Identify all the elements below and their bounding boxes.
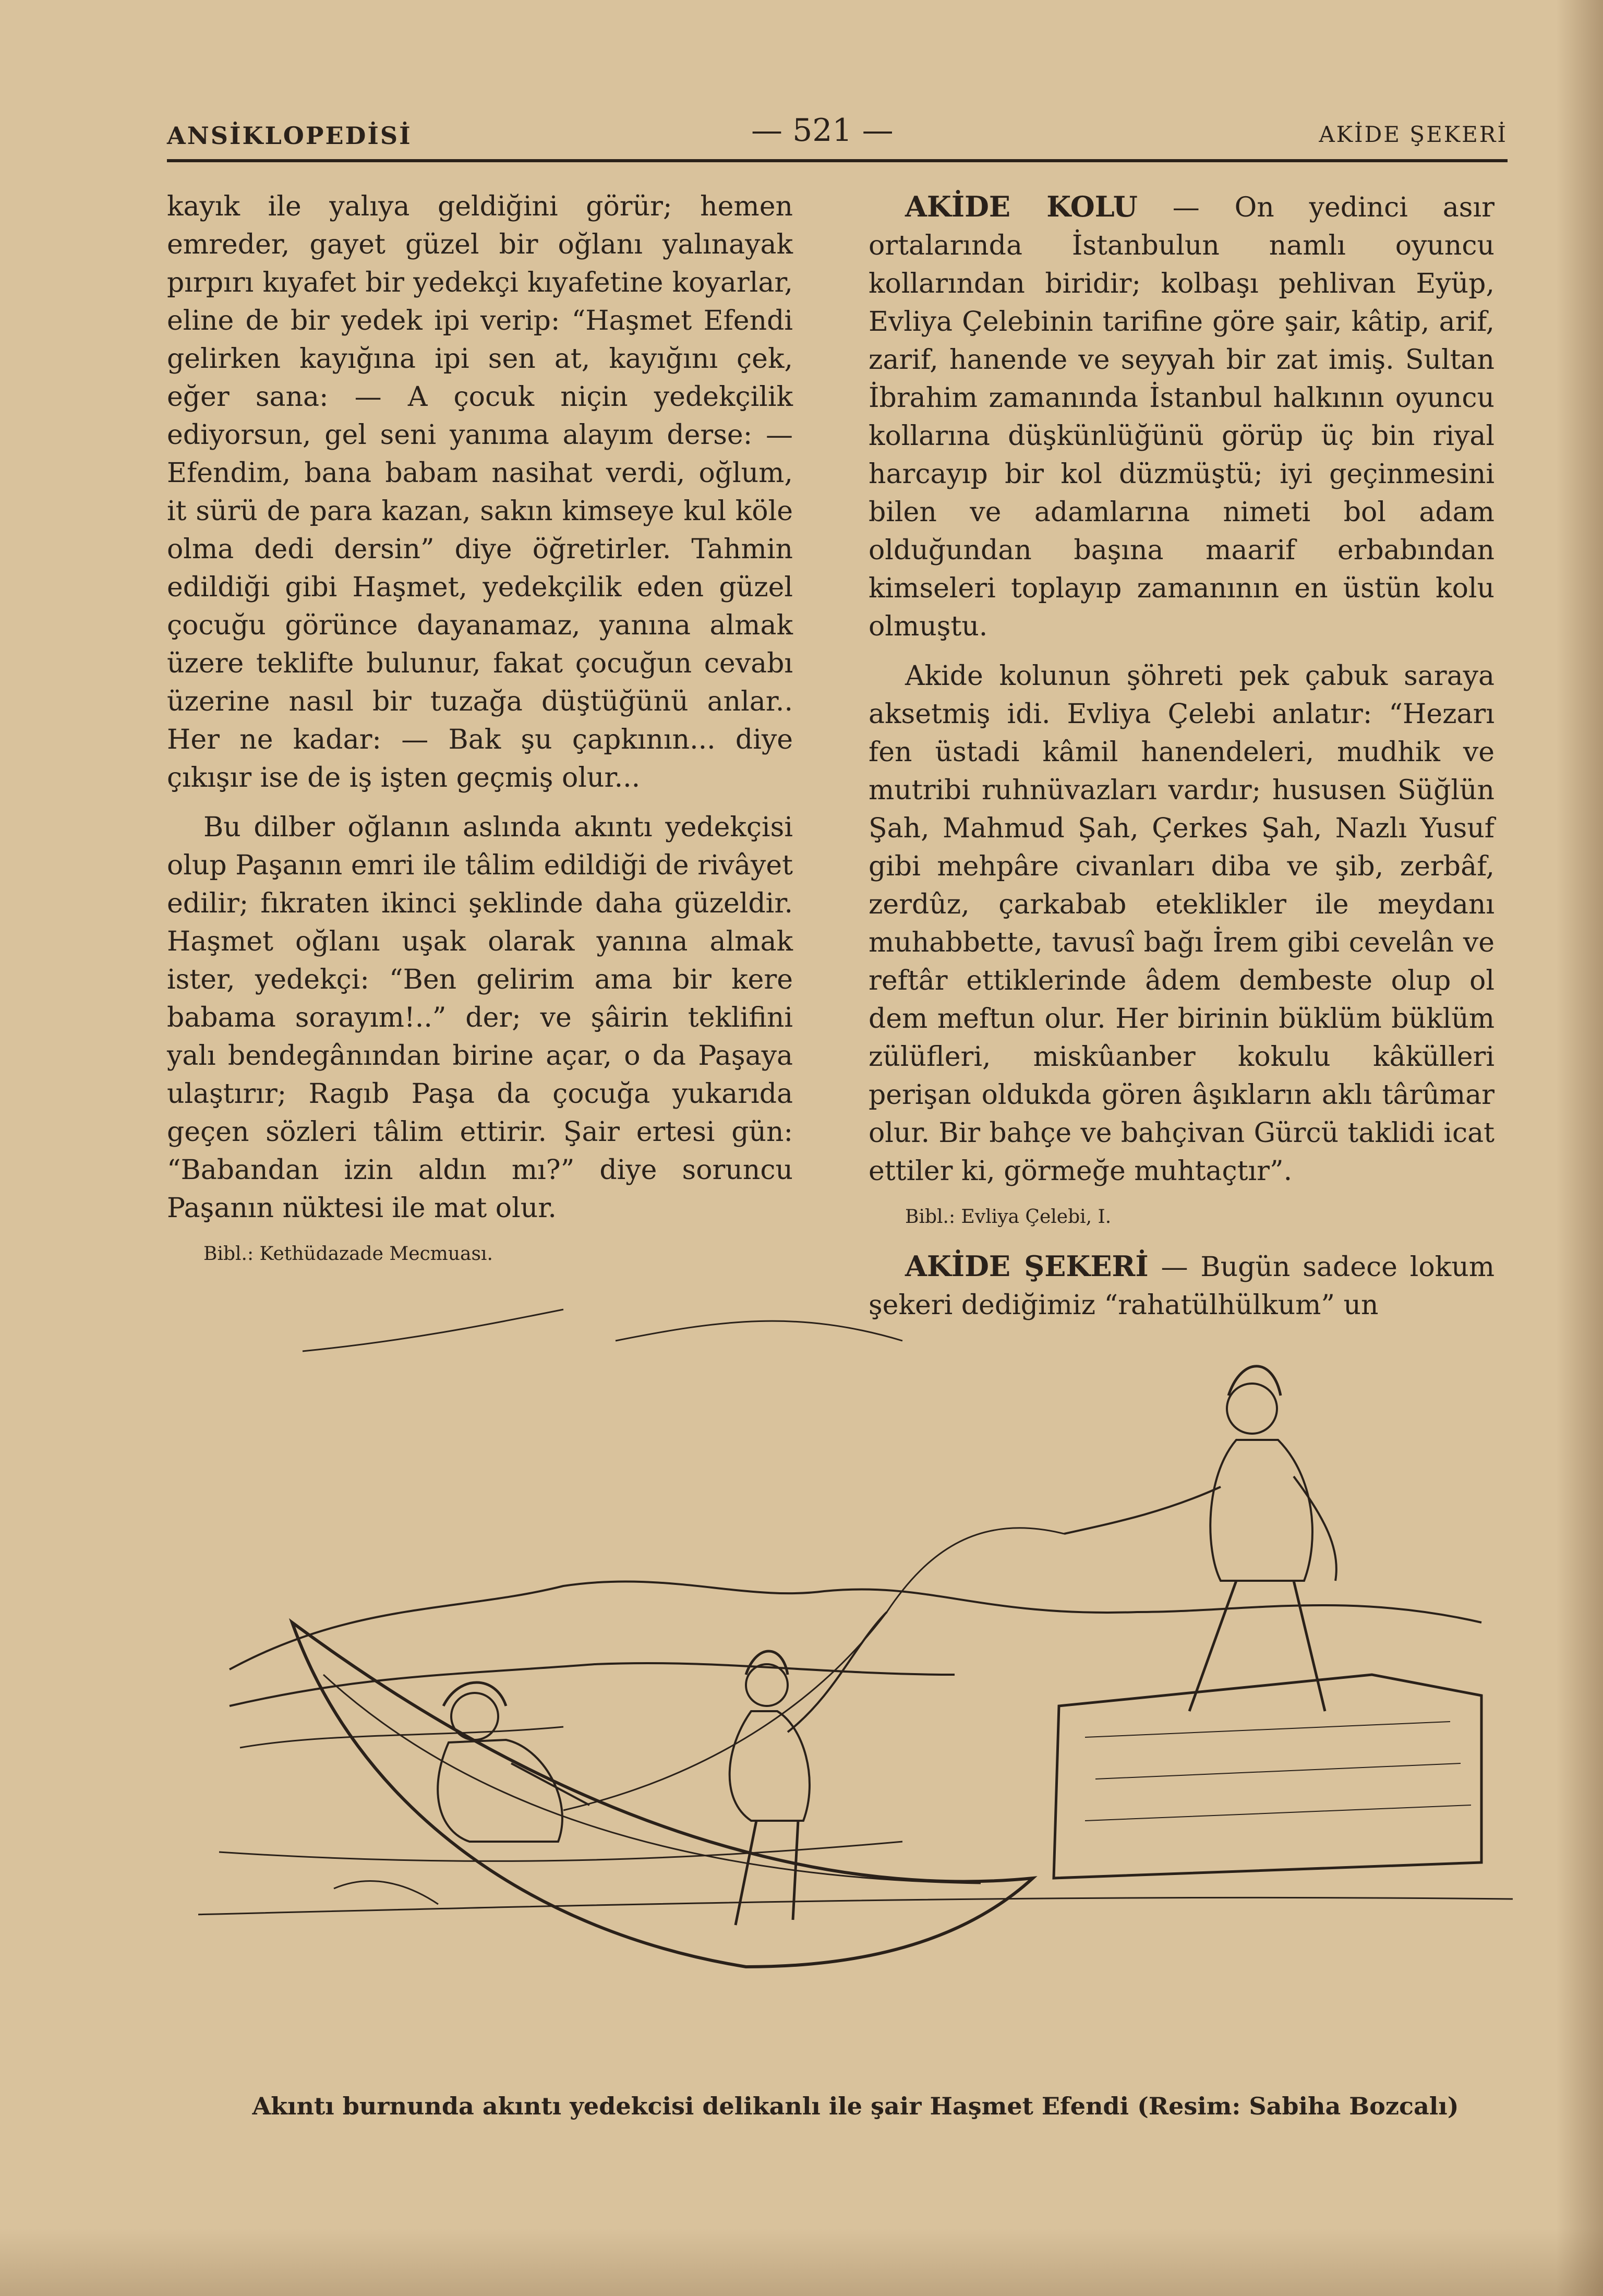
left-paragraph-2: Bu dilber oğlanın aslında akıntı yedekçisi olup Paşanın emri ile tâlim edildiği de rivâyet edilir; fıkraten ikinci şeklinde daha güzeldir. Haşmet oğlanı uşak olarak yanına almak ister, yedekçi: “Ben gelirim ama bir kere babama sorayım!..” der; ve şâirin teklifini yalı bendegânından birine açar, o da Paşaya ulaştırır; Ragıb Paşa da çocuğa yukarıda geçen sözleri tâlim ettirir. Şair ertesi gün: “Babandan izin aldın mı?” diye soruncu Paşanın nüktesi ile mat olur.	[167, 812, 793, 1224]
right-bibliography: Bibl.: Evliya Çelebi, I.	[905, 1206, 1112, 1228]
illustration-caption: Akıntı burnunda akıntı yedekcisi delikanlı ile şair Haşmet Efendi (Resim: Sabiha Bozcalı)	[252, 2092, 1459, 2120]
left-bibliography: Bibl.: Kethüdazade Mecmuası.	[203, 1243, 493, 1265]
entry-akide-sekeri-text: — Bugün sadece lokum şekeri dediğimiz “rahatülhülkum” un	[869, 1252, 1495, 1321]
page-number: — 521 —	[751, 112, 894, 149]
page-edge-shadow	[1556, 0, 1603, 2296]
page-bottom-shadow	[0, 2228, 1603, 2296]
left-paragraph-1: kayık ile yalıya geldiğini görür; hemen emreder, gayet güzel bir oğlanı yalınayak pırpırı kıyafet bir yedekçi kıyafetine koyarlar, eline de bir yedek ipi verip: “Haşmet Efendi gelirken kayığına ipi sen at, kayığını çek, eğer sana: — A çocuk niçin yedekçilik ediyorsun, gel seni yanıma alayım derse: — Efendim, bana babam nasihat verdi, oğlum, it sürü de para kazan, sakın kimseye kul köle olma dedi dersin” diye öğretirler. Tahmin edildiği gibi Haşmet, yedekçilik eden güzel çocuğu görünce dayanamaz, yanına almak üzere teklifte bulunur, fakat çocuğun cevabı üzerine nasıl bir tuzağa düştüğünü anlar.. Her ne kadar: — Bak şu çapkının... diye çıkışır ise de iş işten geçmiş olur...	[167, 191, 793, 794]
illustration-drawing	[198, 1309, 1513, 1967]
entry-akide-kolu	[869, 188, 1494, 646]
entry-akide-kolu-title: AKİDE KOLU	[905, 190, 1138, 223]
header-left: ANSİKLOPEDİSİ	[167, 122, 412, 150]
entry-akide-sekeri-title: AKİDE ŞEKERİ	[905, 1249, 1149, 1283]
entry-akide-kolu-paragraph-2: Akide kolunun şöhreti pek çabuk saraya aksetmiş idi. Evliya Çelebi anlatır: “Hezarı fen üstadi kâmil hanendeleri, mudhik ve mutribi ruhnüvazları vardır; hususen Süğlün Şah, Mahmud Şah, Çerkes Şah, Nazlı Yusuf gibi mehpâre civanları diba ve şib, zerbâf, zerdûz, çarkabab eteklikler ile meydanı muhabbette, tavusî bağı İrem gibi cevelân ve reftâr ettiklerinde âdem dembeste olup ol dem meftun olur. Her birinin büklüm büklüm zülüfleri, miskûanber kokulu kâkülleri perişan oldukda gören âşıkların aklı târûmar olur. Bir bahçe ve bahçivan Gürcü taklidi icat ettiler ki, görmeğe muhtaçtır”.	[869, 660, 1494, 1187]
header-right: AKİDE ŞEKERİ	[1319, 122, 1508, 147]
boat-illustration	[198, 1278, 1513, 2087]
running-header	[167, 112, 1508, 159]
header-rule	[167, 159, 1508, 162]
right-column	[869, 188, 1494, 1325]
left-column	[167, 188, 793, 1273]
entry-akide-kolu-text: — On yedinci asır ortalarında İstanbulun namlı oyuncu kollarından biridir; kolbaşı pehlivan Eyüp, Evliya Çelebinin tarifine göre şair, kâtip, arif, zarif, hanende ve seyyah bir zat imiş. Sultan İbrahim zamanında İstanbul halkının oyuncu kollarına düşkünlüğünü görüp üç bin riyal harcayıp bir kol düzmüştü; iyi geçinmesini bilen ve adamlarına nimeti bol adam olduğundan başına maarif erbabından kimseleri toplayıp zamanının en üstün kolu olmuştu.	[869, 192, 1494, 642]
